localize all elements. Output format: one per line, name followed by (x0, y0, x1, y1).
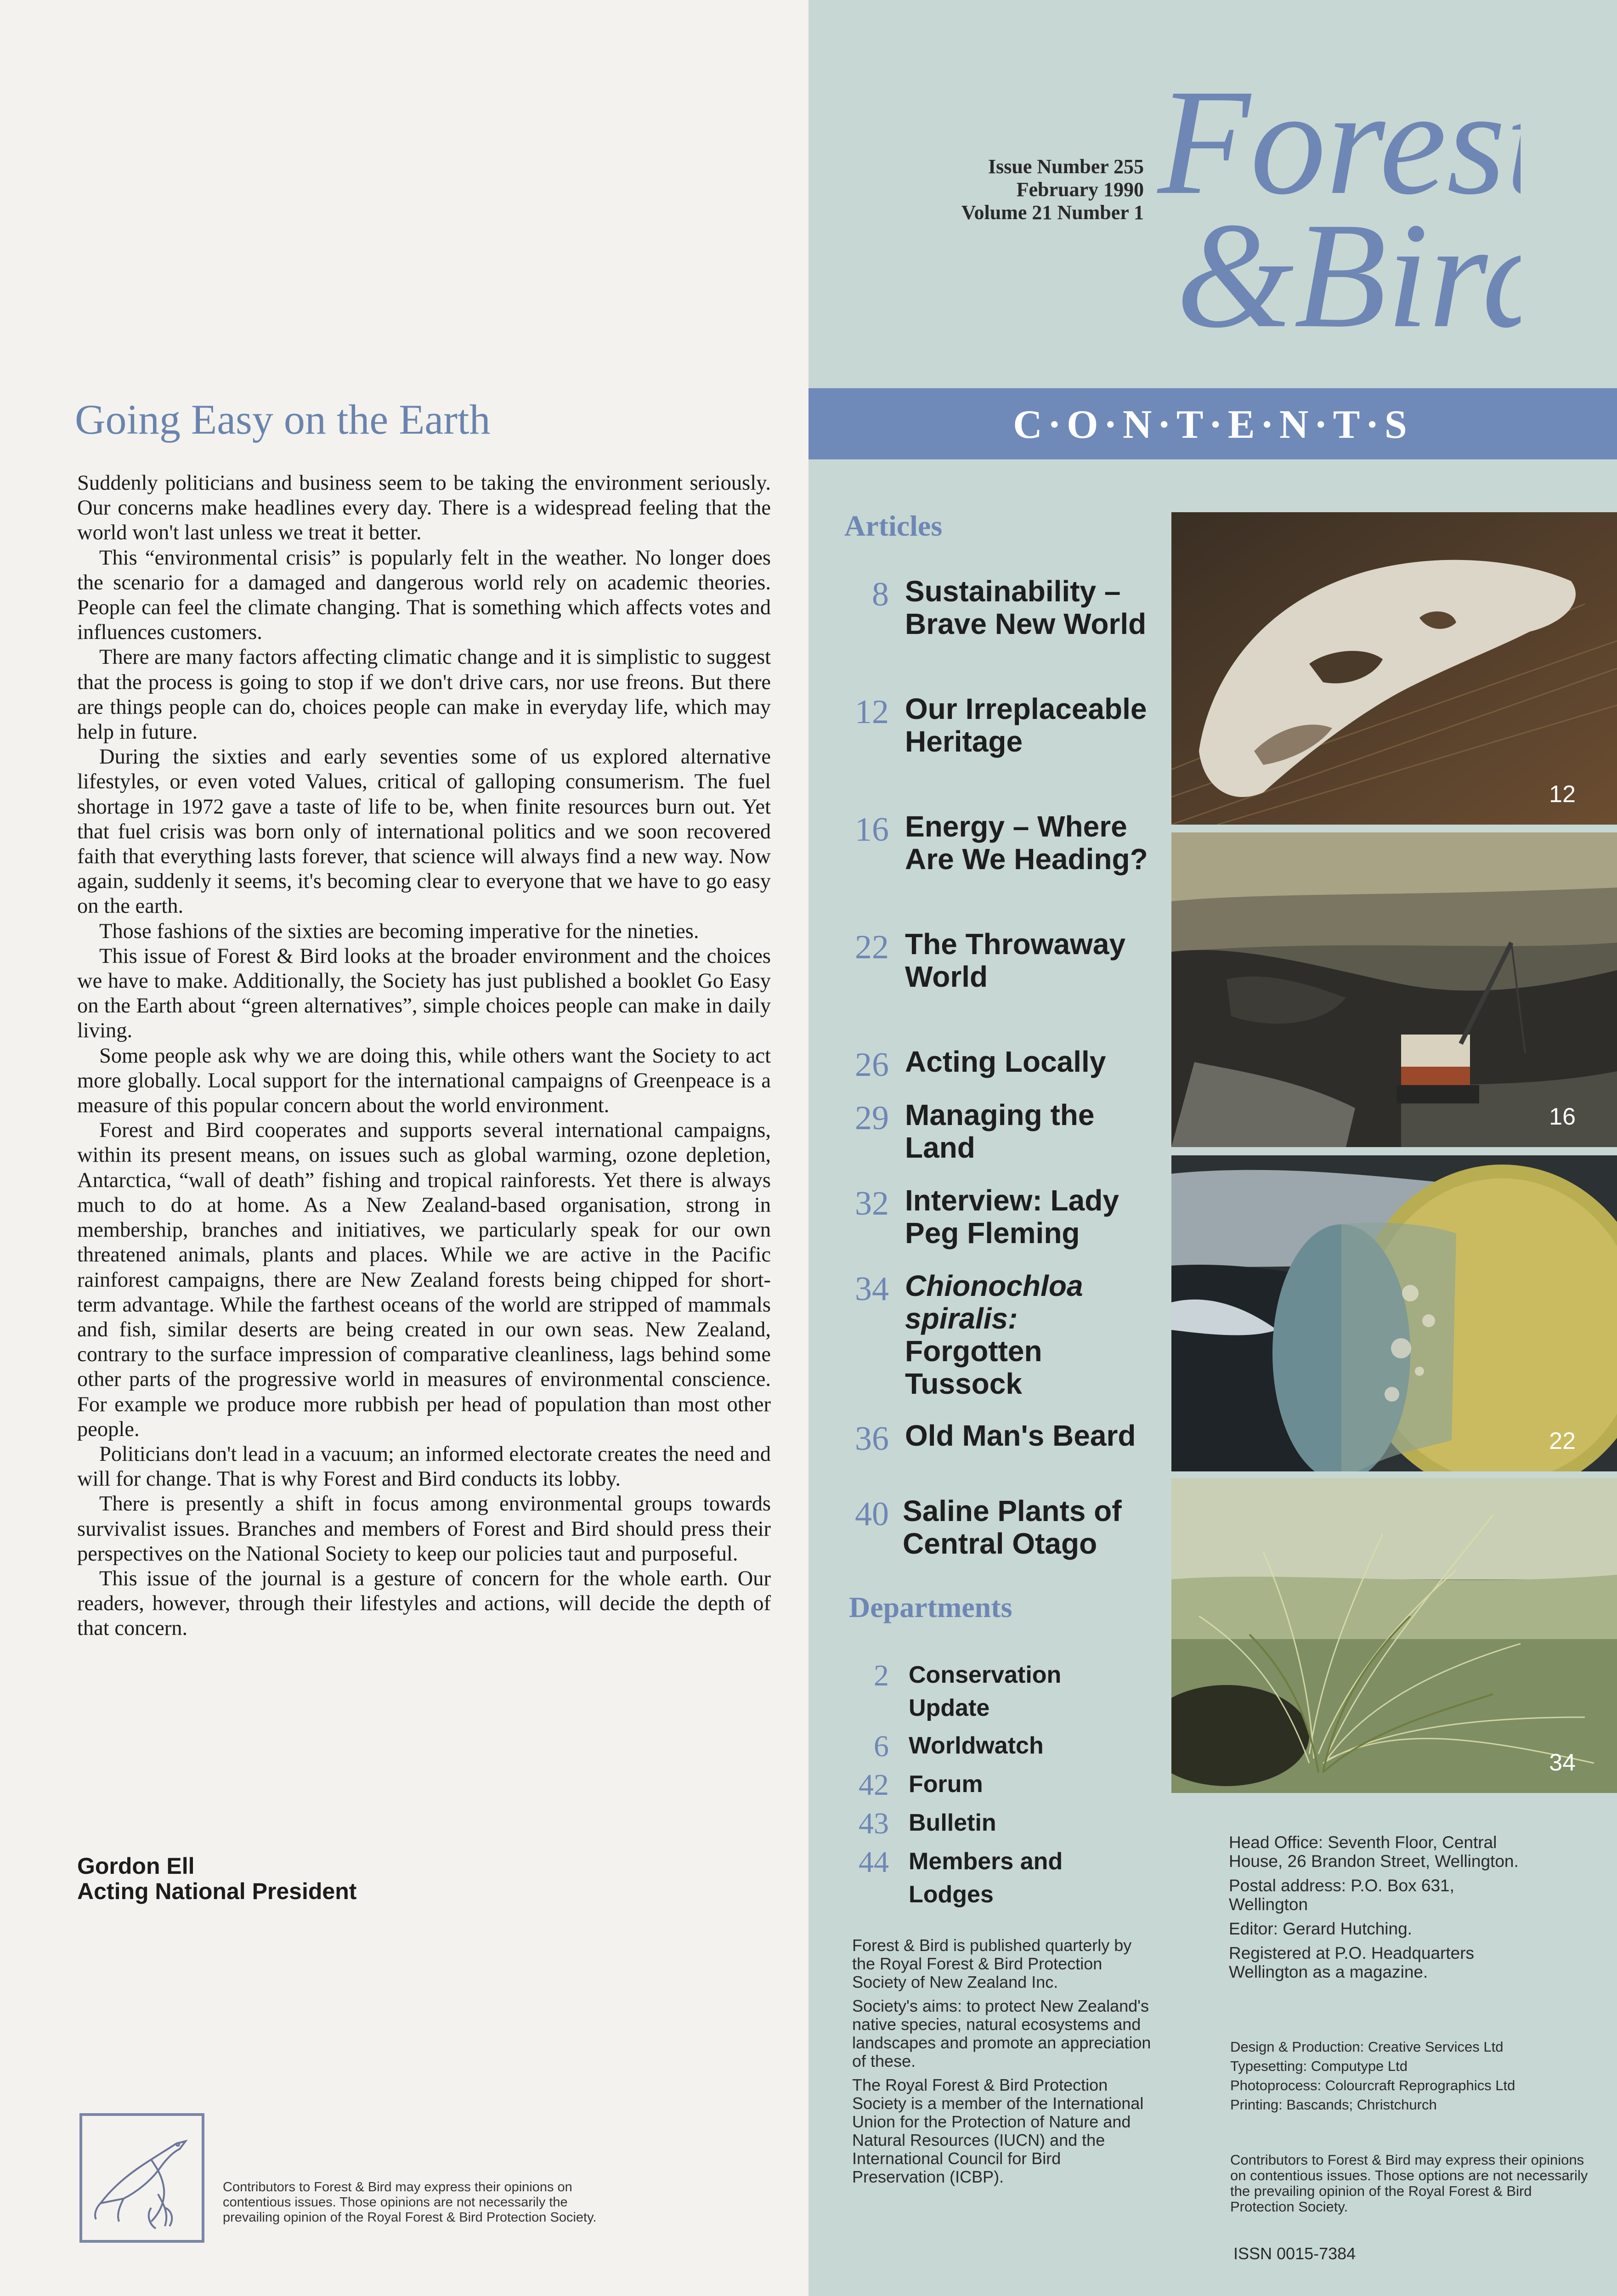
issue-info (887, 155, 1144, 224)
editorial-paragraph: There are many factors affecting climatic change and it is simplistic to suggest that the process is going to stop if we don't drive cars, nor use freons. But there are things people can do, choices people can make in everyday life, which may help in future. (77, 645, 771, 744)
editorial-page (0, 0, 808, 2296)
articles-heading: Articles (844, 509, 943, 542)
department-page: 6 (874, 1730, 889, 1763)
forest-and-bird-logo (1153, 55, 1521, 358)
article-title: The Throwaway World (905, 927, 1126, 993)
editorial-disclaimer: Contributors to Forest & Bird may express their opinions on contentious issues. Those opinions are not necessarily the prevailing opinion of the Royal Forest & Bird Protection Society. (223, 2180, 597, 2225)
editorial-paragraph: During the sixties and early seventies some of us explored alternative lifestyles, or even voted Values, critical of galloping consumerism. The fuel shortage in 1972 gave a taste of life to be, when finite resources burn out. Yet that fuel crisis was born only of international politics and we soon recovered faith that everything lasts forever, that science will always find a new way. Now again, suddenly it seems, it's becoming clear to everyone that we have to go easy on the earth. (77, 745, 771, 918)
department-title: Bulletin (909, 1810, 996, 1836)
editorial-paragraph: There is presently a shift in focus among environmental groups towards survivalist issues. Branches and members of Forest and Bird should press their perspectives on the National Society to keep our policies taut and purposeful. (77, 1492, 771, 1566)
production-line: Photoprocess: Colourcraft Reprographics Ltd (1230, 2077, 1515, 2093)
article-page: 32 (855, 1185, 889, 1222)
article-page: 16 (855, 811, 889, 848)
article-page: 12 (855, 693, 889, 731)
department-page: 44 (859, 1845, 889, 1879)
issue-volume: Volume 21 Number 1 (961, 201, 1144, 224)
article-title: Energy – Where Are We Heading? (905, 810, 1148, 876)
photo-page-label: 12 (1549, 781, 1576, 808)
publisher-paragraph: Forest & Bird is published quarterly by the Royal Forest & Bird Protection Society of New Zealand Inc. (852, 1936, 1132, 1991)
photo-page-label: 22 (1549, 1428, 1576, 1454)
article-page: 29 (855, 1099, 889, 1137)
photo-skull (1171, 512, 1617, 825)
signature-name: Gordon Ell (77, 1853, 195, 1879)
article-title: Old Man's Beard (905, 1419, 1136, 1452)
article-title: Sustainability – Brave New World (905, 575, 1147, 640)
article-title-rest: Forgotten Tussock (905, 1335, 1042, 1400)
production-line: Design & Production: Creative Services Ltd (1230, 2039, 1504, 2055)
article-page: 26 (855, 1046, 889, 1084)
contents-label: C·O·N·T·E·N·T·S (1013, 402, 1413, 447)
issue-number: Issue Number 255 (988, 155, 1144, 178)
editorial-paragraph: Politicians don't lead in a vacuum; an informed electorate creates the need and will for change. That is why Forest and Bird conducts its lobby. (77, 1442, 771, 1491)
society-bird-logo (79, 2113, 204, 2243)
article-title: Acting Locally (905, 1045, 1106, 1078)
right-disclaimer: Contributors to Forest & Bird may express their opinions on contentious issues. Those options are not necessarily the prevailing opinion of the Royal Forest & Bird Protection Society. (1230, 2152, 1588, 2215)
signature-title: Acting National President (77, 1878, 357, 1904)
photo-tussock (1171, 1478, 1617, 1793)
editorial-paragraph: This issue of Forest & Bird looks at the broader environment and the choices we have to make. Additionally, the Society has just published a booklet Go Easy on the Earth about “green alternatives”, simple choices people can make in daily living. (77, 944, 771, 1043)
office-paragraph: Registered at P.O. Headquarters Wellington as a magazine. (1229, 1944, 1475, 1981)
article-title-italic: Chionochloa spiralis: (905, 1269, 1083, 1335)
editorial-paragraph: Suddenly politicians and business seem to be taking the environment seriously. Our concerns make headlines every day. There is a widespread feeling that the world won't last unless we treat it better. (77, 471, 771, 545)
editorial-paragraph: Forest and Bird cooperates and supports several international campaigns, within its present means, on issues such as global warming, ozone depletion, Antarctica, “wall of death” fishing and tropical rainforests. Yet there is always much to do at home. As a New Zealand-based organisation, strong in membership, branches and initiatives, we particularly speak for our own threatened animals, plants and places. While we are active in the Pacific rainforest campaigns, there are New Zealand forests being chipped for short-term advantage. While the farthest oceans of the world are stripped of mammals and fish, similar deserts are being created in our own seas. New Zealand, contrary to the surface impression of comparative cleanliness, lags behind some other parts of the progressive world in measures of environmental conscience. For example we produce more rubbish per head of population than most other people. (77, 1119, 771, 1441)
department-page: 2 (874, 1659, 889, 1692)
production-info (1230, 2037, 1570, 2115)
article-title (905, 1270, 1153, 1400)
production-line: Printing: Bascands; Christchurch (1230, 2097, 1437, 2113)
office-paragraph: Postal address: P.O. Box 631, Wellington (1229, 1876, 1454, 1914)
publisher-paragraph: The Royal Forest & Bird Protection Society is a member of the International Union for the Protection of Nature and Natural Resources (IUCN) and the International Council for Bird Preservation (ICBP). (852, 2075, 1144, 2186)
photo-drum (1171, 1155, 1617, 1471)
office-paragraph: Head Office: Seventh Floor, Central House, 26 Brandon Street, Wellington. (1229, 1833, 1519, 1871)
article-title: Our Irreplaceable Heritage (905, 692, 1147, 758)
editorial-body (77, 471, 771, 1641)
issue-date: February 1990 (1016, 178, 1144, 201)
editorial-title: Going Easy on the Earth (75, 396, 491, 443)
article-title: Managing the Land (905, 1098, 1095, 1164)
department-page: 43 (859, 1807, 889, 1840)
editorial-signature (77, 1854, 356, 1904)
department-title: Forum (909, 1771, 983, 1798)
office-paragraph: Editor: Gerard Hutching. (1229, 1919, 1412, 1938)
departments-heading: Departments (849, 1591, 1012, 1623)
publisher-paragraph: Society's aims: to protect New Zealand's native species, natural ecosystems and landscapes and promote an appreciation of these. (852, 1996, 1151, 2070)
article-page: 8 (872, 576, 889, 613)
article-title: Interview: Lady Peg Fleming (905, 1184, 1119, 1250)
article-title: Saline Plants of Central Otago (903, 1494, 1122, 1560)
photo-page-label: 34 (1549, 1749, 1576, 1776)
department-title: Worldwatch (909, 1732, 1044, 1759)
article-page: 36 (855, 1420, 889, 1458)
article-page: 22 (855, 928, 889, 966)
office-info (1229, 1833, 1523, 1987)
editorial-paragraph: This issue of the journal is a gesture of concern for the whole earth. Our readers, however, through their lifestyles and actions, will decide the depth of that concern. (77, 1566, 771, 1640)
bird-logo-icon (82, 2116, 202, 2240)
department-page: 42 (859, 1768, 889, 1802)
article-page: 34 (855, 1270, 889, 1308)
production-line: Typesetting: Computype Ltd (1230, 2058, 1408, 2074)
editorial-paragraph: Some people ask why we are doing this, while others want the Society to act more globally. Local support for the international campaigns of Greenpeace is a measure of this popular concern about the world environment. (77, 1044, 771, 1118)
department-title: Conservation Update (909, 1662, 1062, 1721)
photo-mine (1171, 832, 1617, 1147)
brand-line1: Forest (1158, 58, 1521, 226)
publisher-info (852, 1936, 1155, 2192)
photo-page-label: 16 (1549, 1103, 1576, 1130)
brand-line2: &Bird (1176, 192, 1521, 358)
editorial-paragraph: This “environmental crisis” is popularly felt in the weather. No longer does the scenario for a damaged and dangerous world rely on academic theories. People can feel the climate changing. That is something which affects votes and influences customers. (77, 546, 771, 645)
issn: ISSN 0015-7384 (1233, 2244, 1356, 2263)
editorial-paragraph: Those fashions of the sixties are becoming imperative for the nineties. (99, 919, 699, 943)
article-page: 40 (855, 1495, 889, 1533)
department-title: Members and Lodges (909, 1848, 1063, 1908)
